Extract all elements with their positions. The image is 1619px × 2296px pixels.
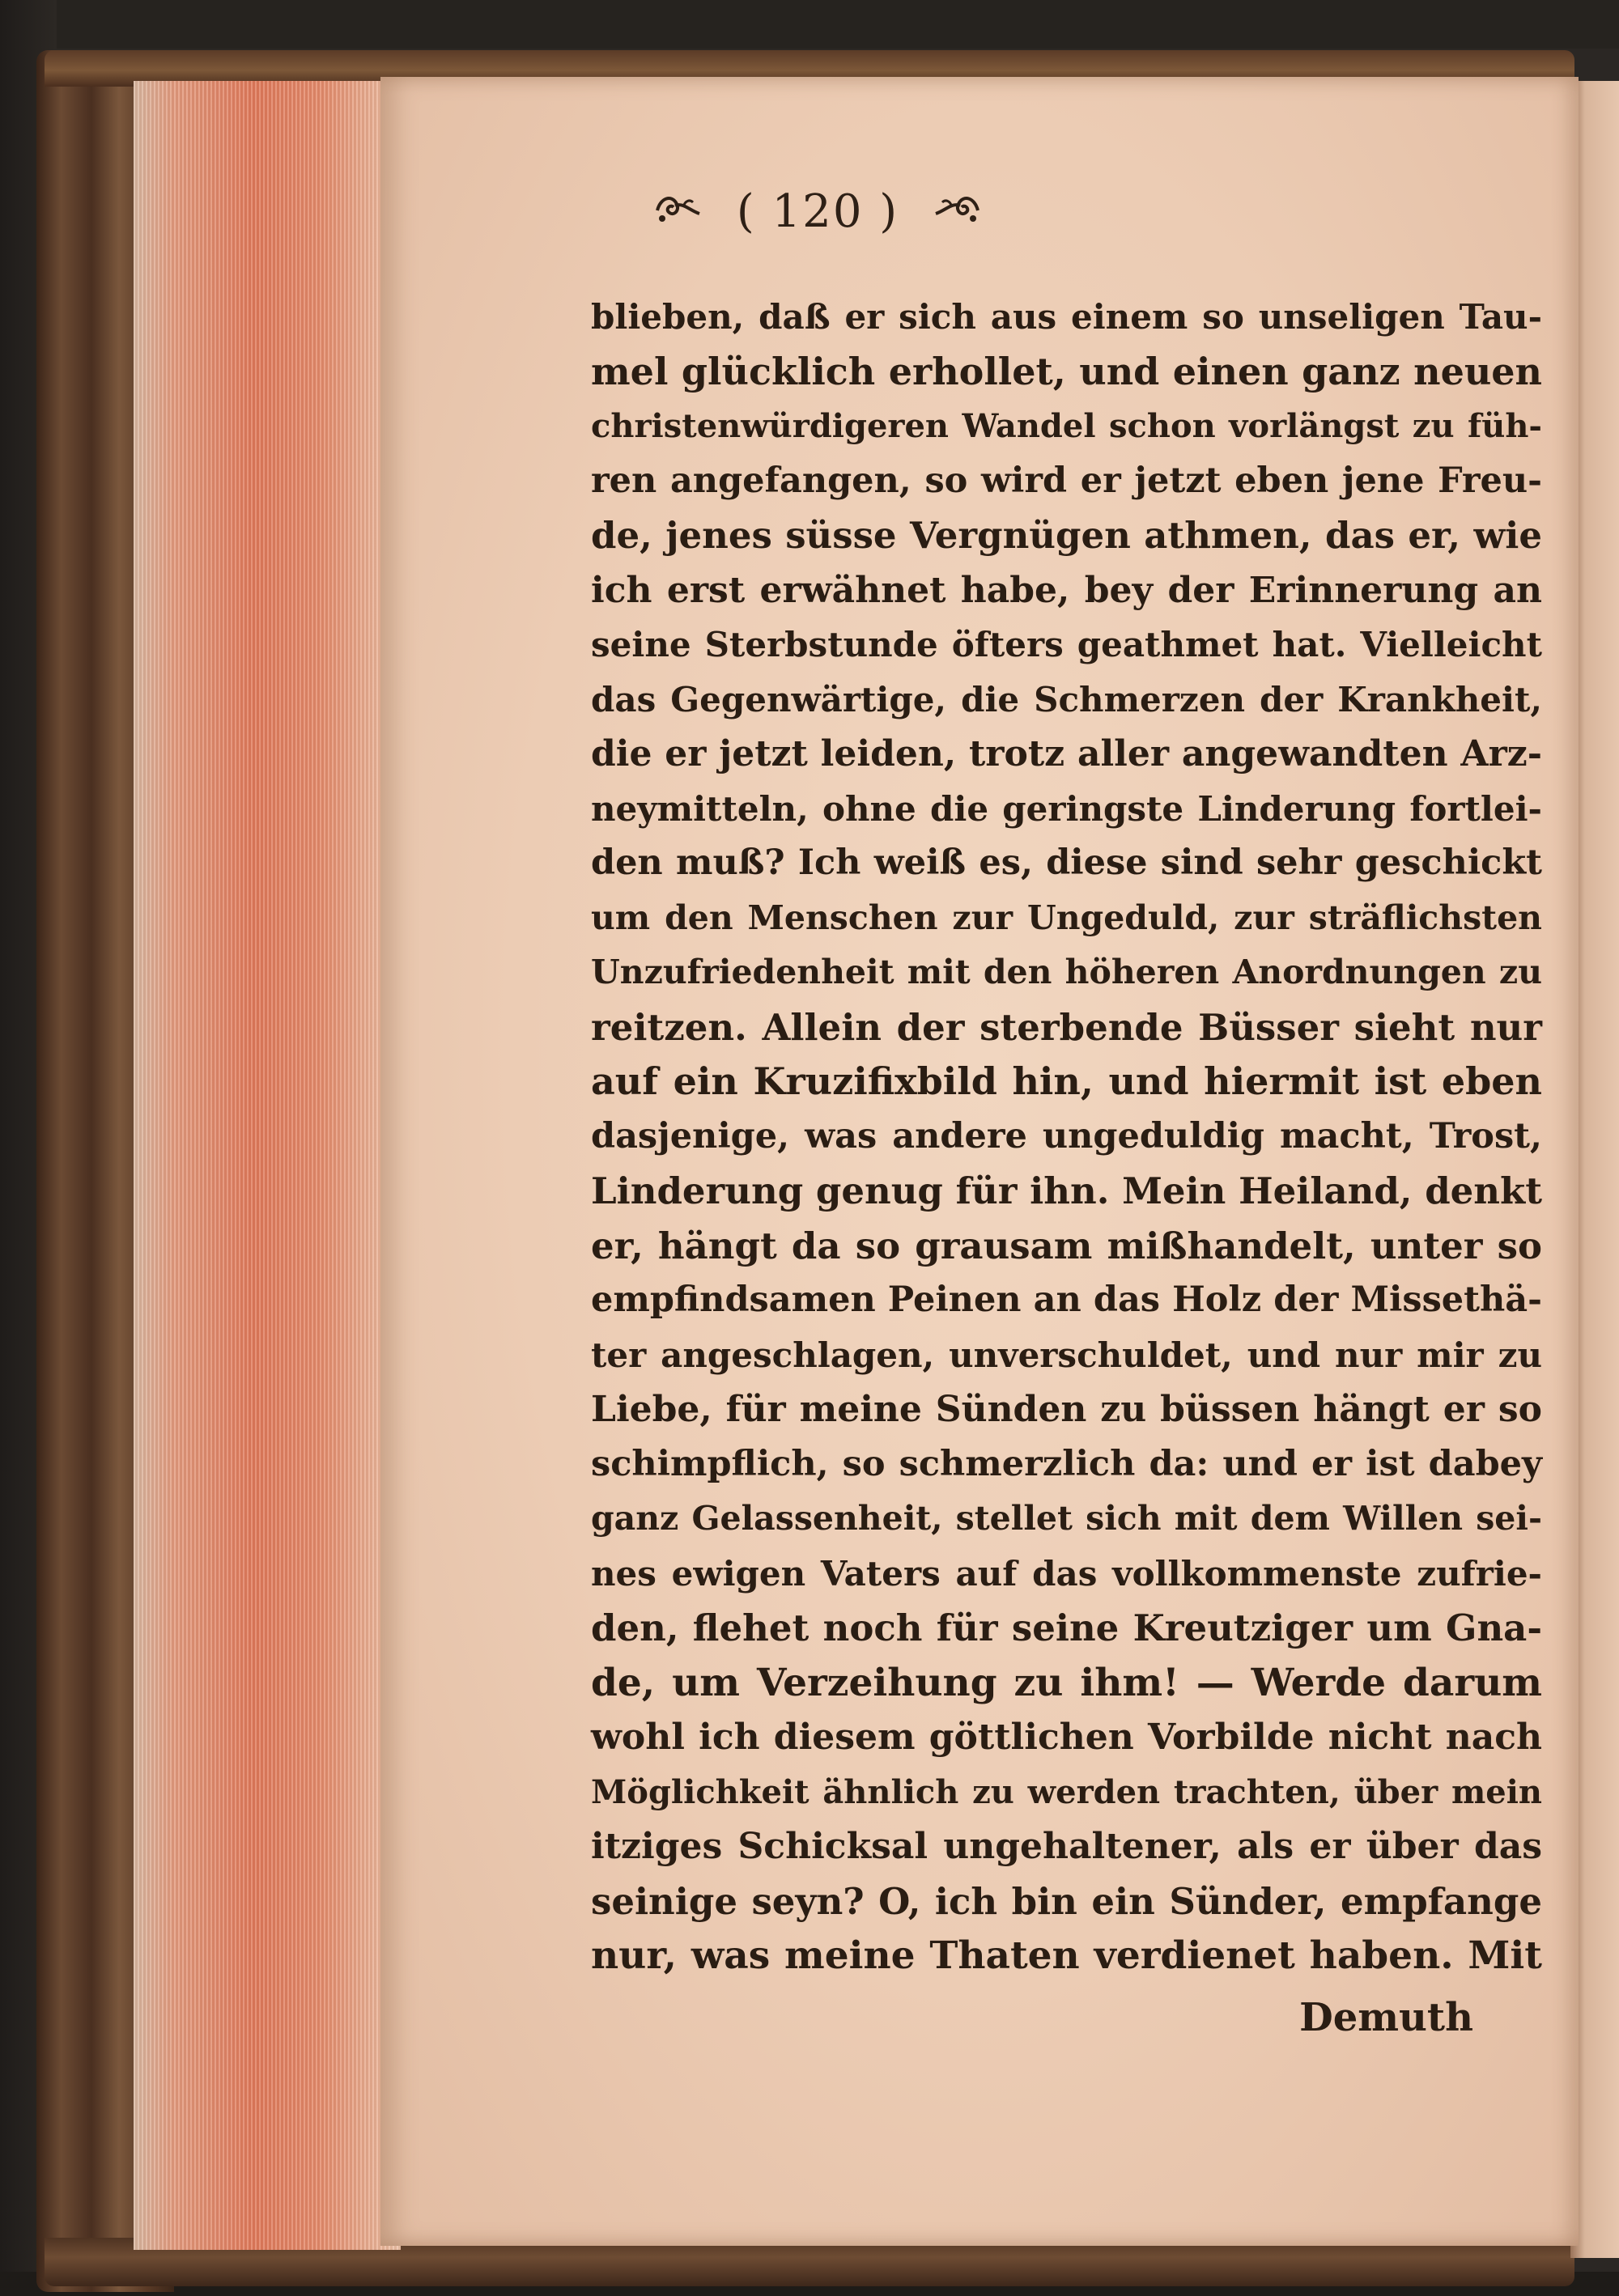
text-line: Liebe, für meine Sünden zu büssen hängt er so — [591, 1389, 1542, 1430]
text-line: um den Menschen zur Ungeduld, zur sträflichsten — [591, 898, 1542, 937]
text-line: reitzen. Allein der sterbende Büsser sieht nur — [591, 1005, 1542, 1049]
text-line: auf ein Kruzifixbild hin, und hiermit ist eben — [591, 1059, 1542, 1103]
text-line: nur, was meine Thaten verdienet haben. Mit — [591, 1933, 1542, 1978]
text-line: de, jenes süsse Vergnügen athmen, das er, wie — [591, 514, 1542, 557]
catchword: Demuth — [1299, 1995, 1473, 2040]
text-line: den, flehet noch für seine Kreutziger um Gna- — [591, 1606, 1542, 1649]
text-line: ter angeschlagen, unverschuldet, und nur mir zu — [591, 1335, 1542, 1375]
text-line: nes ewigen Vaters auf das vollkommenste zufrie- — [591, 1553, 1542, 1594]
text-line: ren angefangen, so wird er jetzt eben jene Freu- — [591, 460, 1542, 501]
text-line: Linderung genug für ihn. Mein Heiland, denkt — [591, 1169, 1542, 1212]
body-text — [591, 290, 1542, 1984]
text-line: die er jetzt leiden, trotz aller angewandten Arz- — [591, 733, 1542, 775]
text-line: ganz Gelassenheit, stellet sich mit dem Willen sei- — [591, 1499, 1542, 1538]
text-line: ich erst erwähnet habe, bey der Erinnerung an — [591, 569, 1542, 611]
text-line: empfindsamen Peinen an das Holz der Missethä- — [591, 1280, 1542, 1320]
floral-ornament-icon — [933, 185, 983, 238]
page-header — [380, 182, 1255, 238]
scanner-background-top — [0, 0, 1619, 49]
text-line: er, hängt da so grausam mißhandelt, unter so — [591, 1224, 1542, 1267]
text-line: mel glücklich erhollet, und einen ganz neuen — [591, 349, 1542, 393]
text-line: Unzufriedenheit mit den höheren Anordnungen zu — [591, 953, 1542, 991]
text-line: christenwürdigeren Wandel schon vorlängst zu füh- — [591, 407, 1542, 445]
text-line: schimpflich, so schmerzlich da: und er ist dabey — [591, 1443, 1542, 1484]
text-line: Möglichkeit ähnlich zu werden trachten, über mein — [591, 1772, 1542, 1811]
page-number: ( 120 ) — [736, 185, 899, 238]
floral-ornament-icon — [652, 185, 703, 238]
page-edges-stack — [134, 81, 401, 2250]
text-line: blieben, daß er sich aus einem so unseligen Tau- — [591, 297, 1542, 337]
text-line: das Gegenwärtige, die Schmerzen der Krankheit, — [591, 679, 1542, 719]
text-line: dasjenige, was andere ungeduldig macht, Trost, — [591, 1115, 1542, 1156]
text-line: neymitteln, ohne die geringste Linderung fortlei- — [591, 788, 1542, 829]
text-line: seinige seyn? O, ich bin ein Sünder, empfange — [591, 1879, 1542, 1923]
text-line: wohl ich diesem göttlichen Vorbilde nicht nach — [591, 1717, 1542, 1758]
text-line: itziges Schicksal ungehaltener, als er über das — [591, 1826, 1542, 1867]
text-line: den muß? Ich weiß es, diese sind sehr geschickt — [591, 842, 1542, 883]
text-line: de, um Verzeihung zu ihm! — Werde darum — [591, 1660, 1542, 1705]
text-line: seine Sterbstunde öfters geathmet hat. Vielleicht — [591, 625, 1542, 664]
